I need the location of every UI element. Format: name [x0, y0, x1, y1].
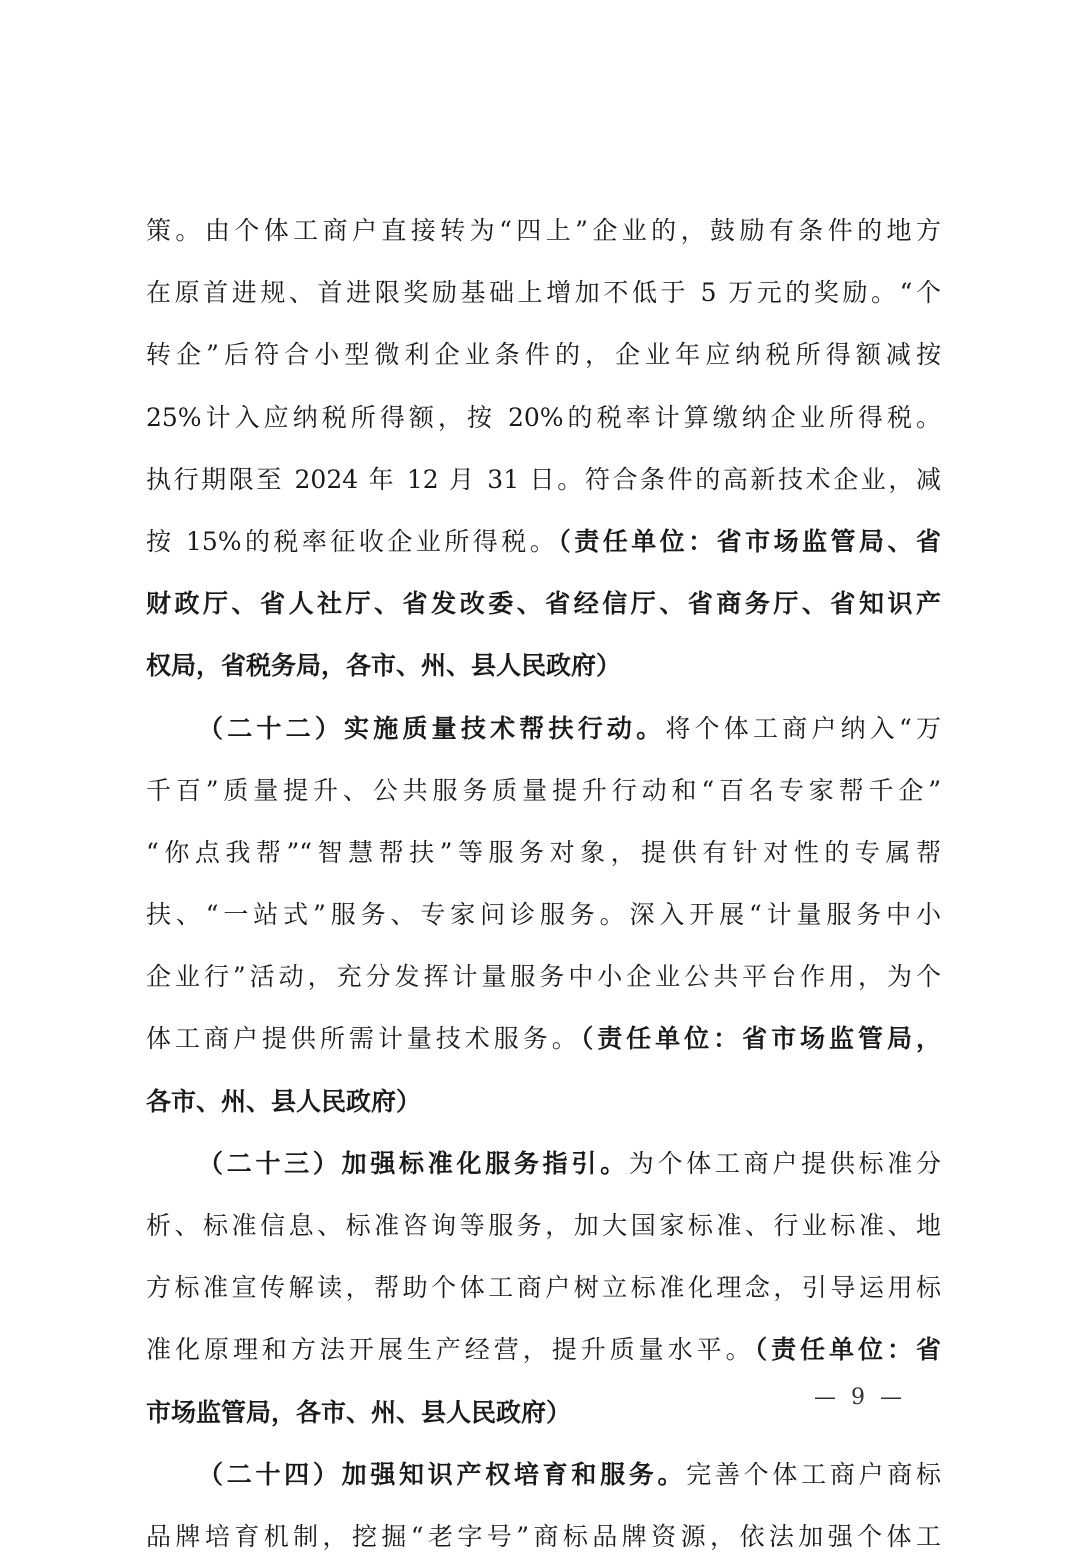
text-line — [146, 698, 941, 760]
text-segment: 将个体工商户纳入“万 — [665, 713, 941, 743]
text-segment: 准化原理和方法开展生产经营，提升质量水平。 — [146, 1335, 755, 1365]
text-segment: 体工商户提供所需计量技术服务。 — [146, 1024, 581, 1054]
text-segment: 企业行”活动，充分发挥计量服务中小企业公共平台作用，为个 — [146, 962, 941, 992]
text-line — [146, 200, 941, 262]
text-segment: 方标准宣传解读，帮助个体工商户树立标准化理念，引导运用标 — [146, 1273, 941, 1303]
bold-text-segment: （二十四）加强知识产权培育和服务。 — [198, 1459, 687, 1489]
text-line — [146, 1444, 941, 1506]
text-segment: 扶、“一站式”服务、专家问诊服务。深入开展“计量服务中小 — [146, 900, 941, 930]
text-line — [146, 324, 941, 386]
text-segment: 析、标准信息、标准咨询等服务，加大国家标准、行业标准、地 — [146, 1211, 941, 1240]
text-segment: 25%计入应纳税所得额，按 20%的税率计算缴纳企业所得税。 — [146, 402, 941, 432]
text-segment: 品牌培育机制，挖掘“老字号”商标品牌资源，依法加强个体工 — [146, 1521, 941, 1551]
text-segment: 千百”质量提升、公共服务质量提升行动和“百名专家帮千企” — [146, 775, 941, 805]
text-line — [146, 760, 941, 822]
text-line — [146, 1506, 941, 1568]
text-segment: 为个体工商户提供标准分 — [628, 1148, 941, 1178]
bold-text-segment: （责任单位：省 — [754, 1335, 941, 1365]
document-body — [146, 200, 941, 1568]
bold-text-segment: 权局，省税务局，各市、州、县人民政府） — [146, 651, 622, 681]
text-segment: 执行期限至 2024 年 12 月 31 日。符合条件的高新技术企业，减 — [146, 464, 941, 494]
text-line — [146, 511, 941, 573]
text-line — [146, 449, 941, 511]
bold-text-segment: （责任单位：省市场监管局， — [580, 1024, 941, 1054]
text-line — [146, 573, 941, 635]
text-line — [146, 1071, 941, 1133]
text-line — [146, 1008, 941, 1070]
text-segment: 策。由个体工商户直接转为“四上”企业的，鼓励有条件的地方 — [146, 216, 941, 245]
text-line — [146, 1195, 941, 1257]
page-number: — 9 — — [814, 1385, 906, 1410]
bold-text-segment: 市场监管局，各市、州、县人民政府） — [146, 1397, 572, 1427]
bold-text-segment: 财政厅、省人社厅、省发改委、省经信厅、省商务厅、省知识产 — [146, 589, 941, 619]
bold-text-segment: （责任单位：省市场监管局、省 — [558, 526, 941, 556]
text-segment: 完善个体工商户商标 — [686, 1459, 941, 1489]
text-line — [146, 1133, 941, 1195]
text-segment: 转企”后符合小型微利企业条件的，企业年应纳税所得额减按 — [146, 340, 941, 370]
text-line — [146, 822, 941, 884]
text-segment: 在原首进规、首进限奖励基础上增加不低于 5 万元的奖励。“个 — [146, 278, 941, 308]
text-line — [146, 387, 941, 449]
text-segment: “你点我帮”“智慧帮扶”等服务对象，提供有针对性的专属帮 — [146, 837, 941, 867]
bold-text-segment: （二十三）加强标准化服务指引。 — [198, 1148, 629, 1178]
text-line — [146, 946, 941, 1008]
text-line — [146, 1319, 941, 1381]
text-line — [146, 1257, 941, 1319]
text-line — [146, 262, 941, 324]
bold-text-segment: （二十二）实施质量技术帮扶行动。 — [198, 713, 666, 743]
text-line — [146, 884, 941, 946]
bold-text-segment: 各市、州、县人民政府） — [146, 1086, 422, 1116]
text-line — [146, 635, 941, 697]
text-segment: 按 15%的税率征收企业所得税。 — [146, 526, 559, 556]
